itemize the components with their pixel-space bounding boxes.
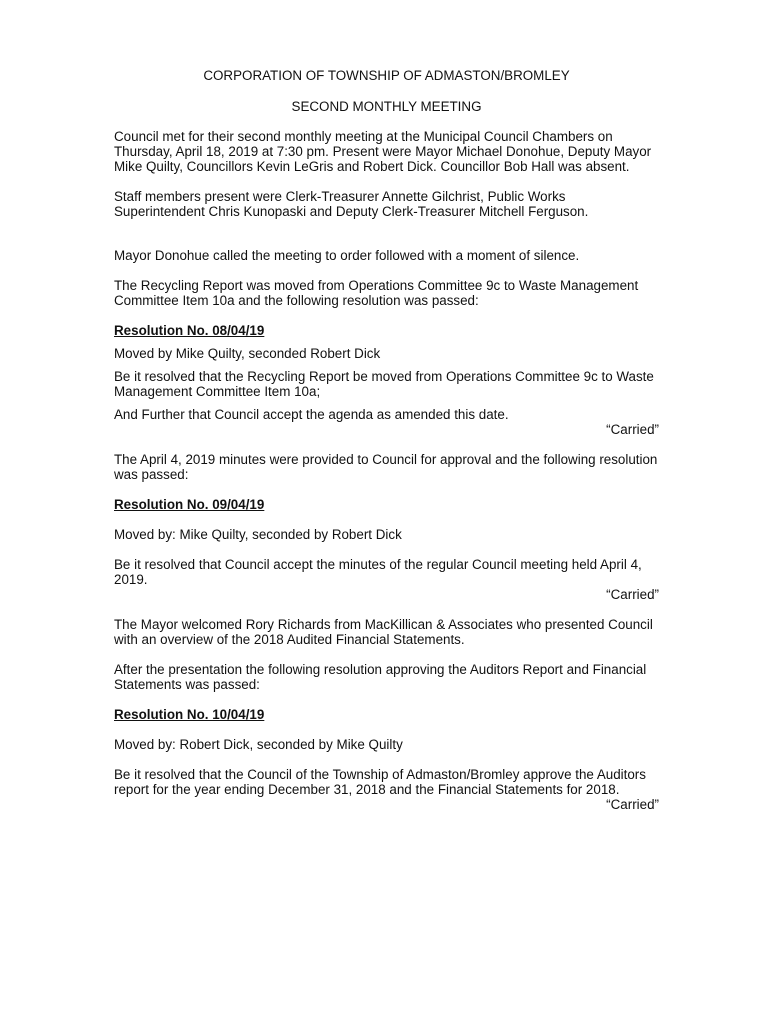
carried-label: “Carried” xyxy=(606,587,659,602)
resolution-moved: Moved by: Robert Dick, seconded by Mike Quilty xyxy=(114,737,403,752)
minutes-body xyxy=(114,68,659,812)
resolution-text: Be it resolved that the Council of the Township of Admaston/Bromley approve the Auditors report for the year ending December 31, 2018 and the Financial Statements for 2018. xyxy=(114,767,646,797)
intro-paragraph: Council met for their second monthly meeting at the Municipal Council Chambers on Thursday, April 18, 2019 at 7:30 pm. Present were Mayor Michael Donohue, Deputy Mayor Mike Quilty, Councillors Kevin LeGris and Robert Dick. Councillor Bob Hall was absent. xyxy=(114,129,652,174)
resolution-moved: Moved by: Mike Quilty, seconded by Robert Dick xyxy=(114,527,402,542)
document-subtitle: SECOND MONTHLY MEETING xyxy=(291,99,482,114)
resolution-heading: Resolution No. 08/04/19 xyxy=(114,323,265,338)
after-presentation-paragraph: After the presentation the following resolution approving the Auditors Report and Financial Statements was passed: xyxy=(114,662,647,692)
document-title: CORPORATION OF TOWNSHIP OF ADMASTON/BROMLEY xyxy=(203,68,570,83)
resolution-further: And Further that Council accept the agenda as amended this date. xyxy=(114,407,509,422)
welcome-paragraph: The Mayor welcomed Rory Richards from MacKillican & Associates who presented Council with an overview of the 2018 Audited Financial Statements. xyxy=(114,617,653,647)
resolution-text: Be it resolved that the Recycling Report be moved from Operations Committee 9c to Waste Management Committee Item 10a; xyxy=(114,369,654,399)
resolution-text: Be it resolved that Council accept the minutes of the regular Council meeting held April 4, 2019. xyxy=(114,557,642,587)
carried-label: “Carried” xyxy=(606,797,659,812)
recycling-paragraph: The Recycling Report was moved from Operations Committee 9c to Waste Management Committee Item 10a and the following resolution was passed: xyxy=(114,278,639,308)
minutes-paragraph: The April 4, 2019 minutes were provided to Council for approval and the following resolution was passed: xyxy=(114,452,658,482)
resolution-heading: Resolution No. 09/04/19 xyxy=(114,497,265,512)
resolution-moved: Moved by Mike Quilty, seconded Robert Dick xyxy=(114,346,381,361)
resolution-heading: Resolution No. 10/04/19 xyxy=(114,707,265,722)
staff-paragraph: Staff members present were Clerk-Treasurer Annette Gilchrist, Public Works Superintendent Chris Kunopaski and Deputy Clerk-Treasurer Mitchell Ferguson. xyxy=(114,189,589,219)
carried-label: “Carried” xyxy=(606,422,659,437)
call-to-order-paragraph: Mayor Donohue called the meeting to order followed with a moment of silence. xyxy=(114,248,580,263)
